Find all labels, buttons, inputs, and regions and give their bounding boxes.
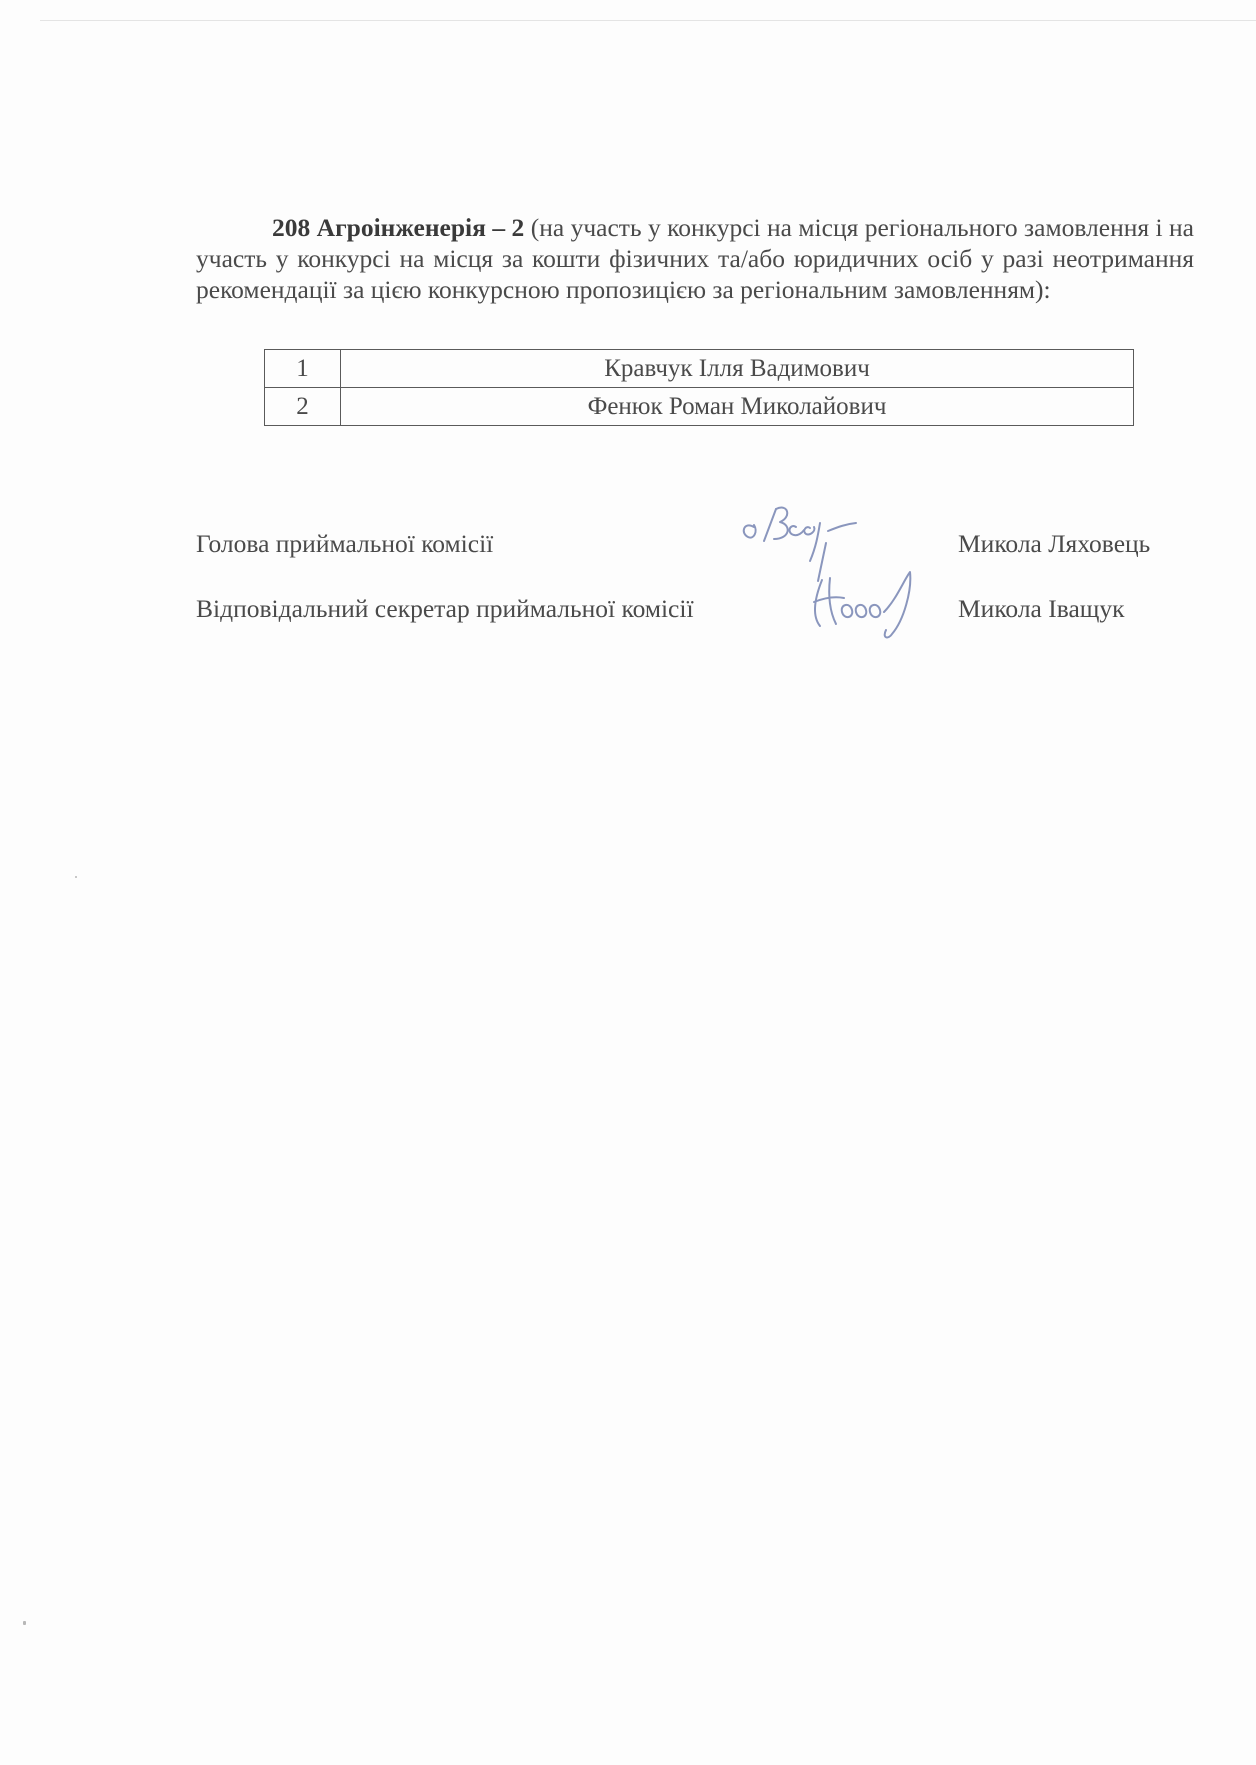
signatory-title: Відповідальний секретар приймальної комісії xyxy=(196,594,694,623)
table-row xyxy=(265,350,1134,388)
secretary-signature xyxy=(800,560,930,650)
applicant-name: Кравчук Ілля Вадимович xyxy=(341,350,1134,388)
applicants-table xyxy=(264,349,1134,426)
scan-edge-line xyxy=(40,20,1256,21)
scan-speck xyxy=(23,1621,26,1625)
row-number: 2 xyxy=(265,388,341,426)
section-description: (на участь у конкурсі на місця регіонального замовлення і на участь у конкурсі на місця за кошти фізичних та/або юридичних осіб у разі неотримання рекомендації за цією конкурсною пропозицією за регіональним замовленням): xyxy=(196,213,1194,304)
table-row xyxy=(265,388,1134,426)
row-number: 1 xyxy=(265,350,341,388)
section-heading: 208 Агроінженерія – 2 xyxy=(272,213,525,242)
signatory-title: Голова приймальної комісії xyxy=(196,529,494,558)
section-paragraph xyxy=(196,212,1194,305)
scan-speck xyxy=(75,876,77,878)
signatory-name: Микола Іващук xyxy=(958,594,1125,623)
signatory-name: Микола Ляховець xyxy=(958,529,1151,558)
applicant-name: Фенюк Роман Миколайович xyxy=(341,388,1134,426)
